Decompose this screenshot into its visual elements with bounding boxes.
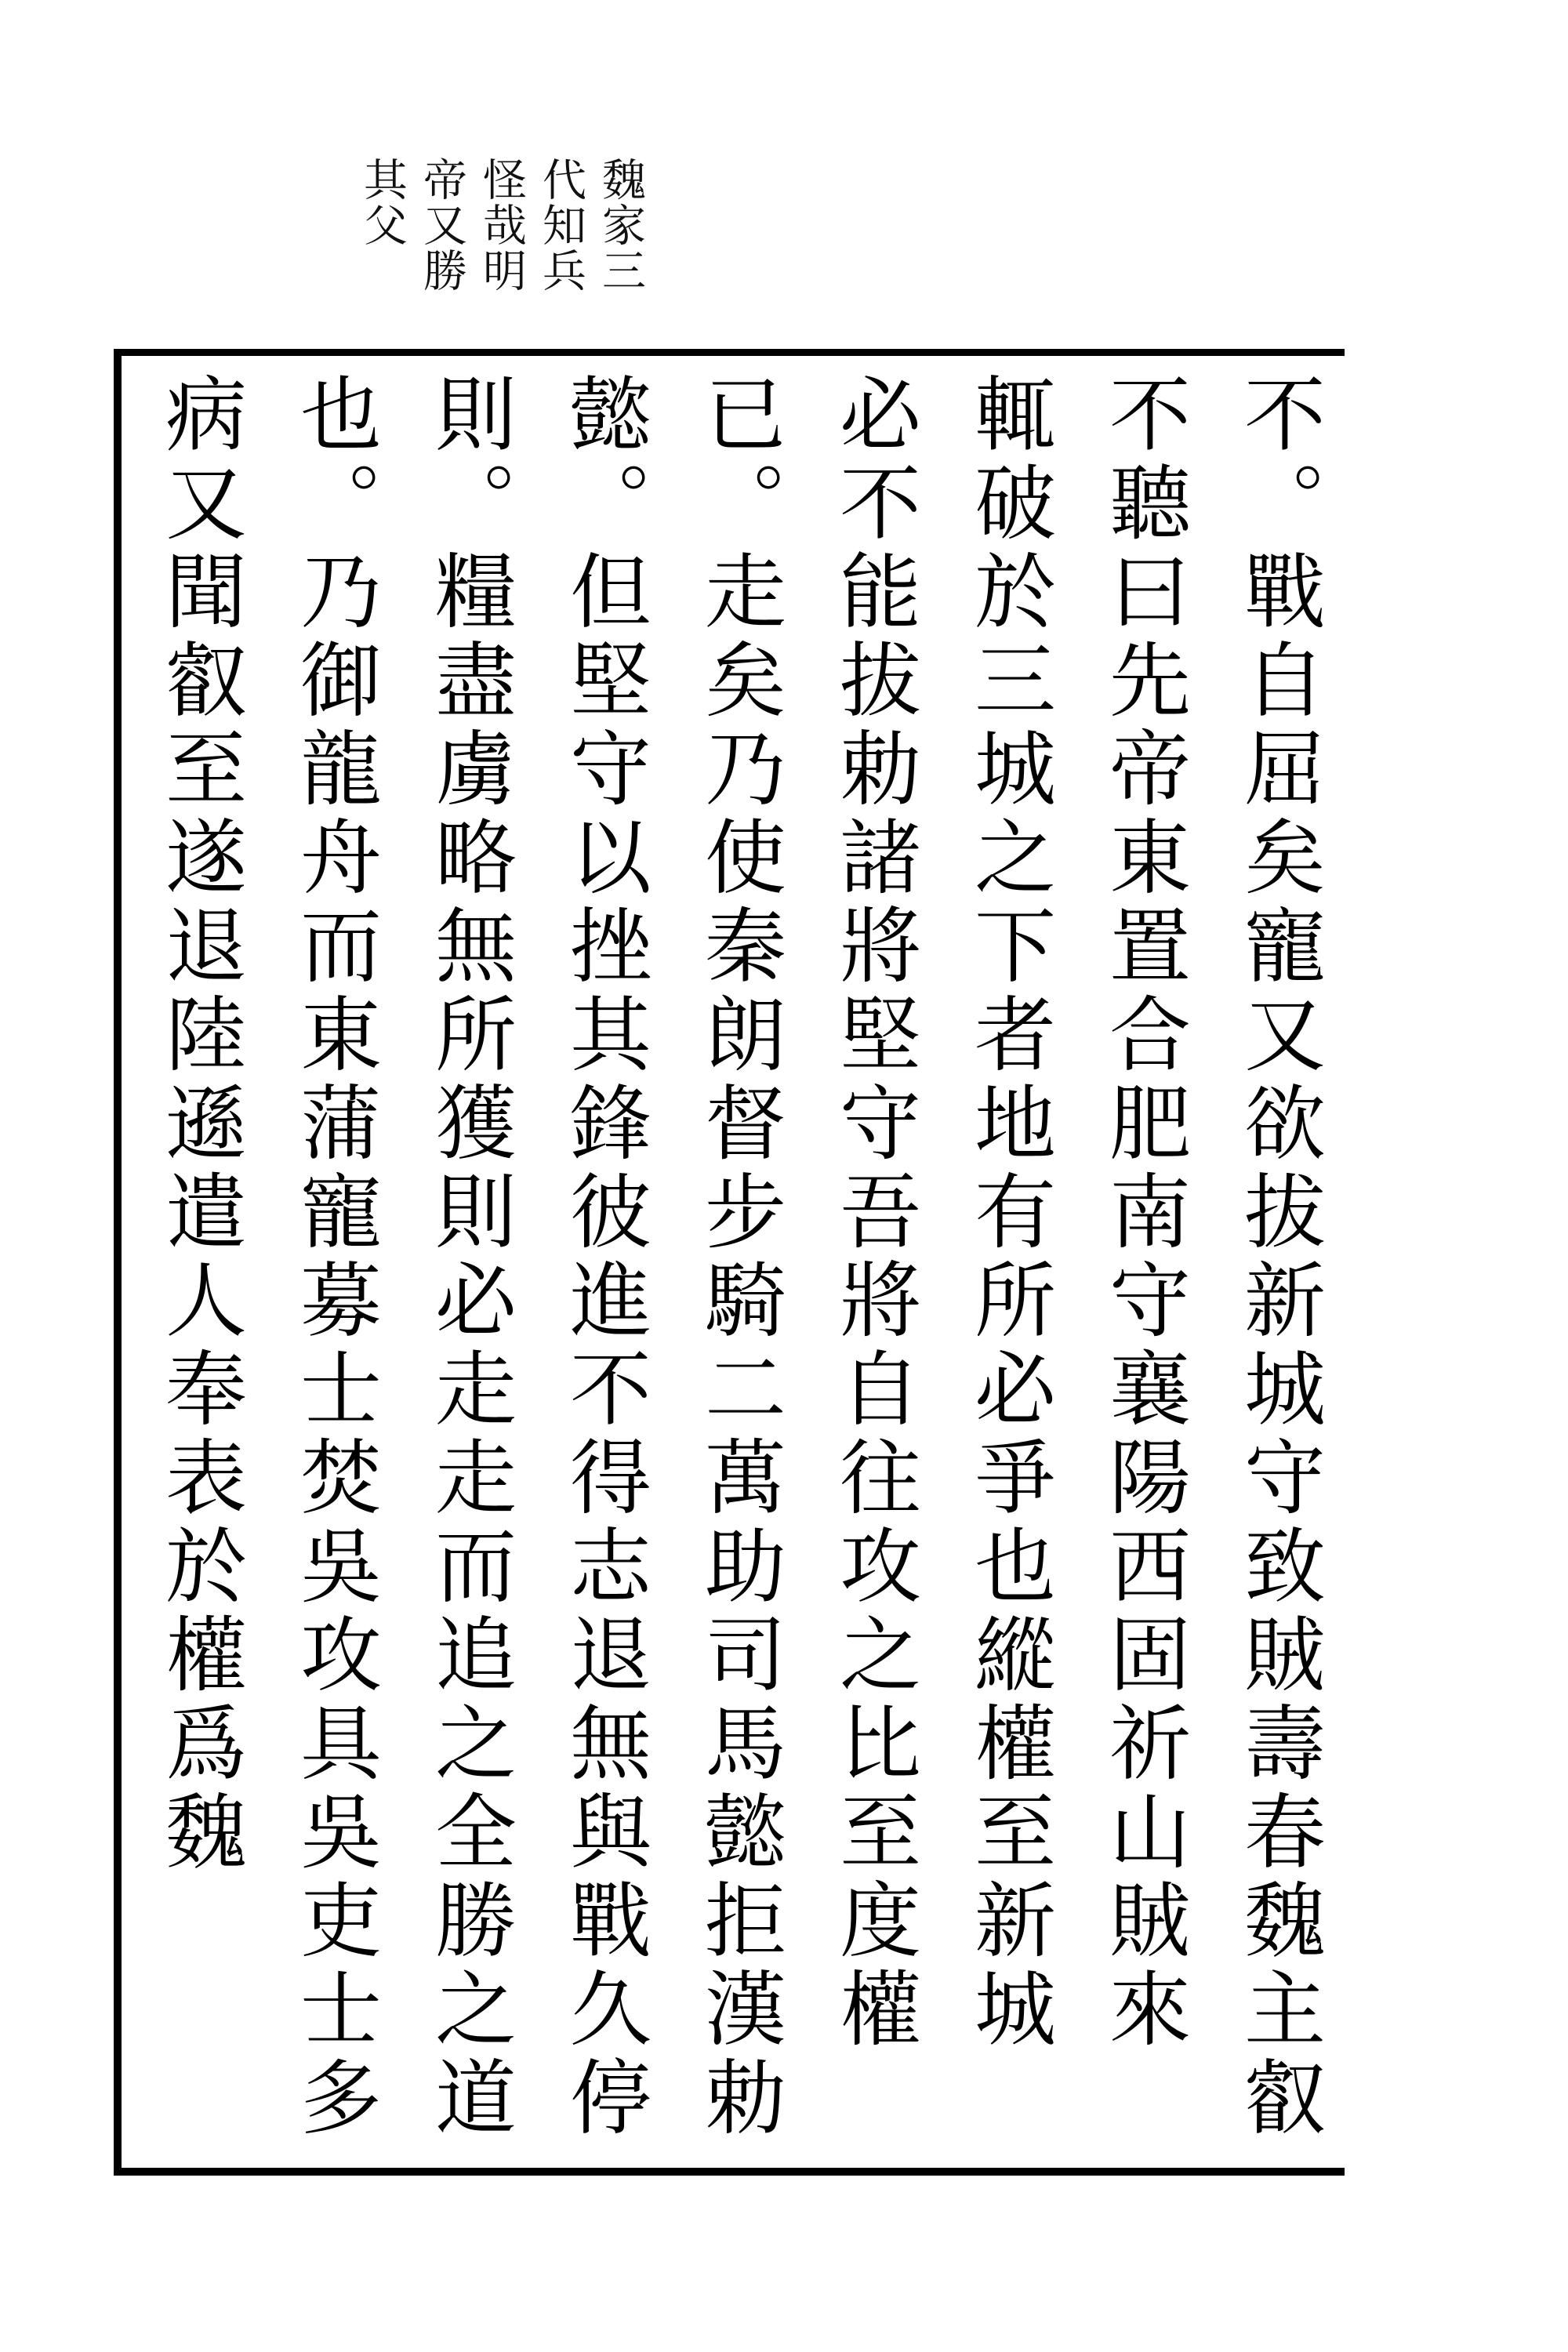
marginal-note-line: 其父	[357, 157, 408, 248]
text-column: 懿。但堅守以挫其鋒彼進不得志退無與戰久停	[556, 372, 652, 2143]
text-column: 輒破於三城之下者地有所必爭也縱權至新城	[960, 372, 1056, 2055]
marginal-note-line: 怪哉明	[476, 157, 527, 293]
text-column: 不。戰自屈矣寵又欲拔新城守致賊壽春魏主叡	[1230, 372, 1326, 2143]
text-column: 必不能拔勅諸將堅守吾將自往攻之比至度權	[826, 372, 921, 2055]
marginal-notes	[298, 157, 646, 353]
marginal-note-line: 代知兵	[535, 157, 586, 293]
text-column: 也。乃御龍舟而東蒲寵募士焚吳攻具吳吏士多	[286, 372, 382, 2143]
marginal-note-line: 帝又勝	[416, 157, 467, 293]
text-columns	[122, 356, 1345, 2168]
marginal-note-line: 魏家三	[595, 157, 646, 293]
main-text-frame	[114, 349, 1345, 2176]
text-column: 病又聞叡至遂退陸遜遣人奉表於權爲魏	[151, 372, 247, 1878]
text-column: 不聽曰先帝東置合肥南守襄陽西固祈山賊來	[1095, 372, 1191, 2055]
text-column: 則。糧盡虜略無所獲則必走走而追之全勝之道	[421, 372, 517, 2143]
text-column: 已。走矣乃使秦朗督步騎二萬助司馬懿拒漢勅	[691, 372, 786, 2143]
